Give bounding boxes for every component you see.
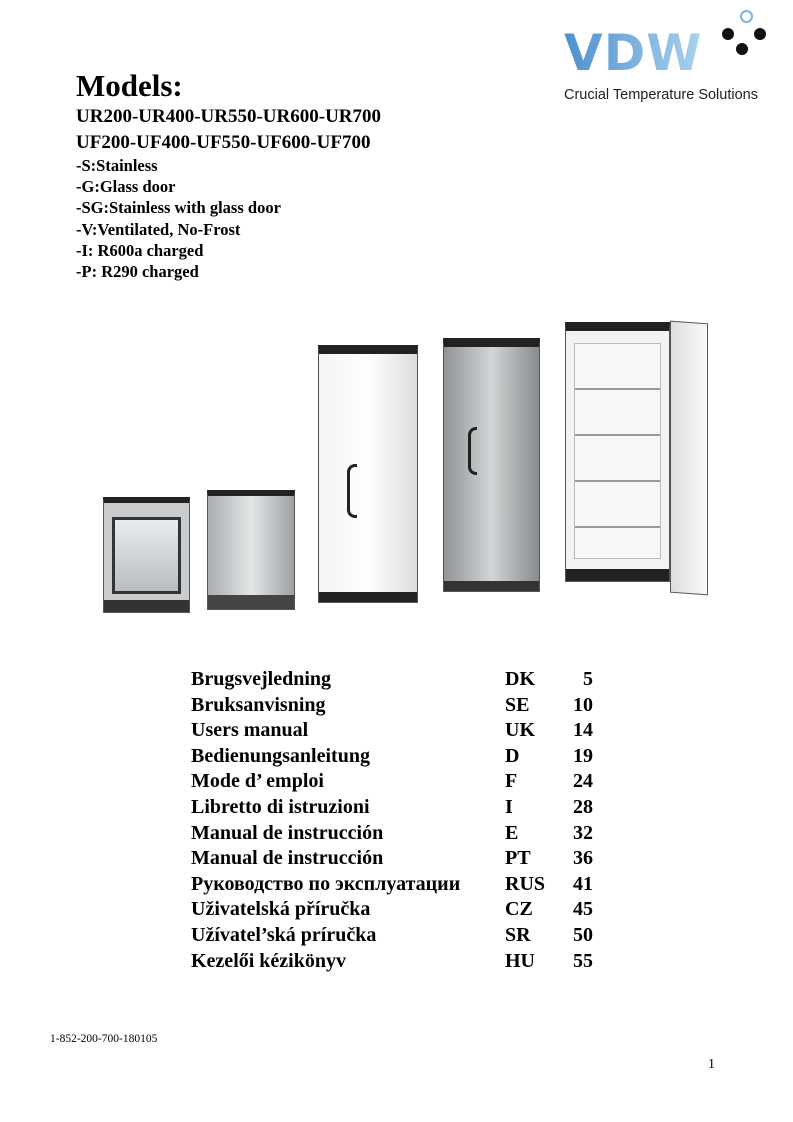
toc-title: Mode d’ emploi xyxy=(191,770,324,793)
variant-line: -I: R600a charged xyxy=(76,241,204,260)
toc-title: Brugsvejledning xyxy=(191,668,332,690)
logo-tagline: Crucial Temperature Solutions xyxy=(564,87,758,103)
toc-language: CZ xyxy=(505,898,533,921)
toc-language: SE xyxy=(505,693,530,716)
toc-page: 24 xyxy=(573,770,593,793)
toc-title: Manual de instrucción xyxy=(191,847,384,870)
toc-title: Užívatel’ská príručka xyxy=(191,923,377,946)
toc-entry[interactable] xyxy=(191,822,601,848)
fridge-steel-small xyxy=(207,490,295,610)
toc-page: 55 xyxy=(573,949,593,972)
logo-wordmark: VDW xyxy=(564,24,703,82)
toc-language: E xyxy=(505,821,519,844)
model-line: UF200-UF400-UF550-UF600-UF700 xyxy=(76,132,371,153)
fridge-glass-small xyxy=(103,497,190,613)
variant-line: -S:Stainless xyxy=(76,156,158,175)
toc-entry[interactable] xyxy=(191,694,601,720)
toc-entry[interactable] xyxy=(191,770,601,796)
variant-line: -G:Glass door xyxy=(76,177,176,196)
toc-language: D xyxy=(505,744,520,767)
toc-page: 14 xyxy=(573,719,593,742)
toc-page: 36 xyxy=(573,847,593,870)
toc-title: Manual de instrucción xyxy=(191,821,384,844)
toc-page: 5 xyxy=(583,668,593,690)
logo-dot-icon xyxy=(722,28,734,40)
toc-title: Uživatelská příručka xyxy=(191,898,371,921)
toc-title: Libretto di istruzioni xyxy=(191,795,370,818)
toc-language: DK xyxy=(505,668,535,690)
variant-line: -P: R290 charged xyxy=(76,262,199,281)
toc-title: Users manual xyxy=(191,719,309,742)
toc-page: 45 xyxy=(573,898,593,921)
fridge-open-door xyxy=(670,321,708,596)
toc-title: Руководство по эксплуатации xyxy=(191,872,461,895)
toc-title: Kezelői kézikönyv xyxy=(191,949,346,972)
logo-ring-icon xyxy=(740,10,753,23)
toc-entry[interactable] xyxy=(191,668,601,694)
toc-page: 50 xyxy=(573,923,593,946)
toc-page: 19 xyxy=(573,744,593,767)
variant-line: -V:Ventilated, No-Frost xyxy=(76,220,241,239)
variant-line: -SG:Stainless with glass door xyxy=(76,198,281,217)
toc-page: 10 xyxy=(573,693,593,716)
toc-language: SR xyxy=(505,923,531,946)
toc-entry[interactable] xyxy=(191,745,601,771)
toc-entry[interactable] xyxy=(191,950,601,976)
toc-entry[interactable] xyxy=(191,873,601,899)
toc-language: UK xyxy=(505,719,535,742)
toc-entry[interactable] xyxy=(191,719,601,745)
toc-entry[interactable] xyxy=(191,796,601,822)
toc-title: Bedienungsanleitung xyxy=(191,744,370,767)
logo-dot-icon xyxy=(754,28,766,40)
document-code: 1-852-200-700-180105 xyxy=(50,1033,158,1045)
toc-language: F xyxy=(505,770,518,793)
toc-page: 28 xyxy=(573,795,593,818)
page-title: Models: xyxy=(76,68,183,103)
table-of-contents xyxy=(191,668,601,975)
model-line: UR200-UR400-UR550-UR600-UR700 xyxy=(76,106,382,127)
toc-page: 32 xyxy=(573,821,593,844)
fridge-open-tall xyxy=(565,322,670,582)
toc-language: PT xyxy=(505,847,531,870)
toc-language: I xyxy=(505,795,513,818)
toc-language: RUS xyxy=(505,872,546,895)
logo-dot-icon xyxy=(736,43,748,55)
toc-language: HU xyxy=(505,949,535,972)
fridge-white-tall xyxy=(318,345,418,603)
product-photo xyxy=(90,310,730,650)
vdw-logo xyxy=(562,10,782,105)
toc-title: Bruksanvisning xyxy=(191,693,326,716)
toc-entry[interactable] xyxy=(191,847,601,873)
fridge-steel-tall xyxy=(443,338,540,592)
toc-entry[interactable] xyxy=(191,898,601,924)
toc-entry[interactable] xyxy=(191,924,601,950)
page-number: 1 xyxy=(708,1057,715,1072)
toc-page: 41 xyxy=(573,872,593,895)
